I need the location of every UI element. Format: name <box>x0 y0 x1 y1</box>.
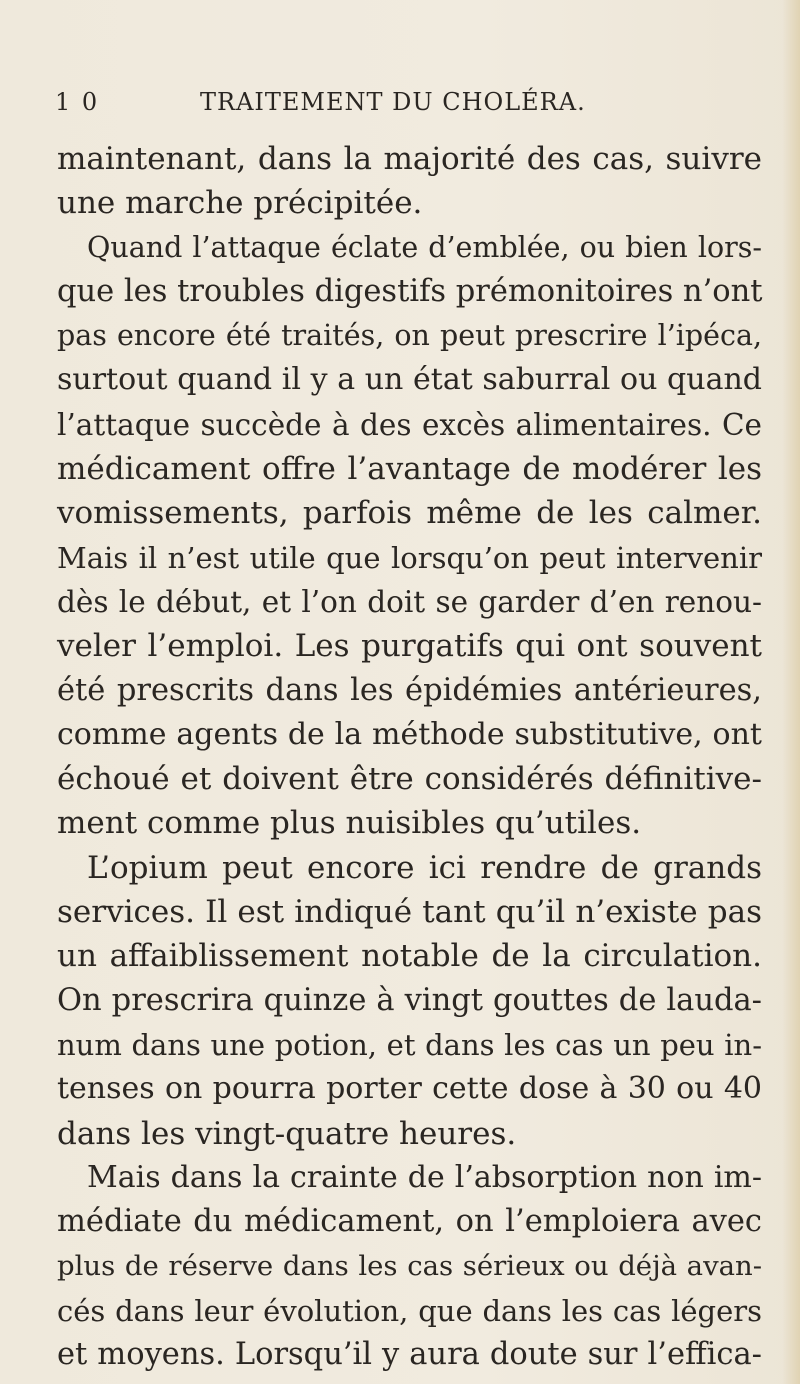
text-line: veler l’emploi. Les purgatifs qui ont souvent <box>57 628 762 665</box>
text-line: Mais dans la crainte de l’absorption non im- <box>87 1159 762 1195</box>
text-line: vomissements, parfois même de les calmer. <box>57 495 762 532</box>
text-line: échoué et doivent être considérés définitive- <box>57 761 762 798</box>
text-line: dès le début, et l’on doit se garder d’en renou- <box>57 584 762 619</box>
text-line: Quand l’attaque éclate d’emblée, ou bien lors- <box>87 230 762 264</box>
body-text <box>57 137 762 1377</box>
page-number: 1 0 <box>55 88 100 116</box>
text-line: num dans une potion, et dans les cas un peu in- <box>57 1027 762 1062</box>
text-line: médicament offre l’avantage de modérer les <box>57 451 762 488</box>
text-line: que les troubles digestifs prémonitoires n’ont <box>57 273 763 309</box>
text-line: été prescrits dans les épidémies antérieures, <box>57 672 762 708</box>
text-line: une marche précipitée. <box>57 185 423 222</box>
text-line: Mais il n’est utile que lorsqu’on peut intervenir <box>57 540 762 575</box>
page-header <box>55 88 745 124</box>
text-line: médiate du médicament, on l’emploiera avec <box>57 1204 762 1240</box>
running-head: TRAITEMENT DU CHOLÉRA. <box>200 88 586 116</box>
text-line: maintenant, dans la majorité des cas, suivre <box>57 141 762 177</box>
text-line: et moyens. Lorsqu’il y aura doute sur l’effica- <box>57 1337 762 1373</box>
text-line: cés dans leur évolution, que dans les cas légers <box>57 1293 762 1328</box>
text-line: L’opium peut encore ici rendre de grands <box>87 849 762 886</box>
text-line: un affaiblissement notable de la circulation. <box>57 938 762 975</box>
text-line: On prescrira quinze à vingt gouttes de lauda- <box>57 982 762 1018</box>
text-line: l’attaque succède à des excès alimentaires. Ce <box>57 407 762 442</box>
text-line: plus de réserve dans les cas sérieux ou déjà avan- <box>57 1250 762 1283</box>
text-line: tenses on pourra porter cette dose à 30 ou 40 <box>57 1071 762 1107</box>
text-line: surtout quand il y a un état saburral ou quand <box>57 362 762 398</box>
text-line: dans les vingt-quatre heures. <box>57 1115 517 1152</box>
text-line: ment comme plus nuisibles qu’utiles. <box>57 805 642 842</box>
text-line: services. Il est indiqué tant qu’il n’existe pas <box>57 894 762 931</box>
text-line: pas encore été traités, on peut prescrire l’ipéca, <box>57 319 762 353</box>
page-edge-shadow <box>782 0 800 1384</box>
text-line: comme agents de la méthode substitutive, ont <box>57 716 762 752</box>
